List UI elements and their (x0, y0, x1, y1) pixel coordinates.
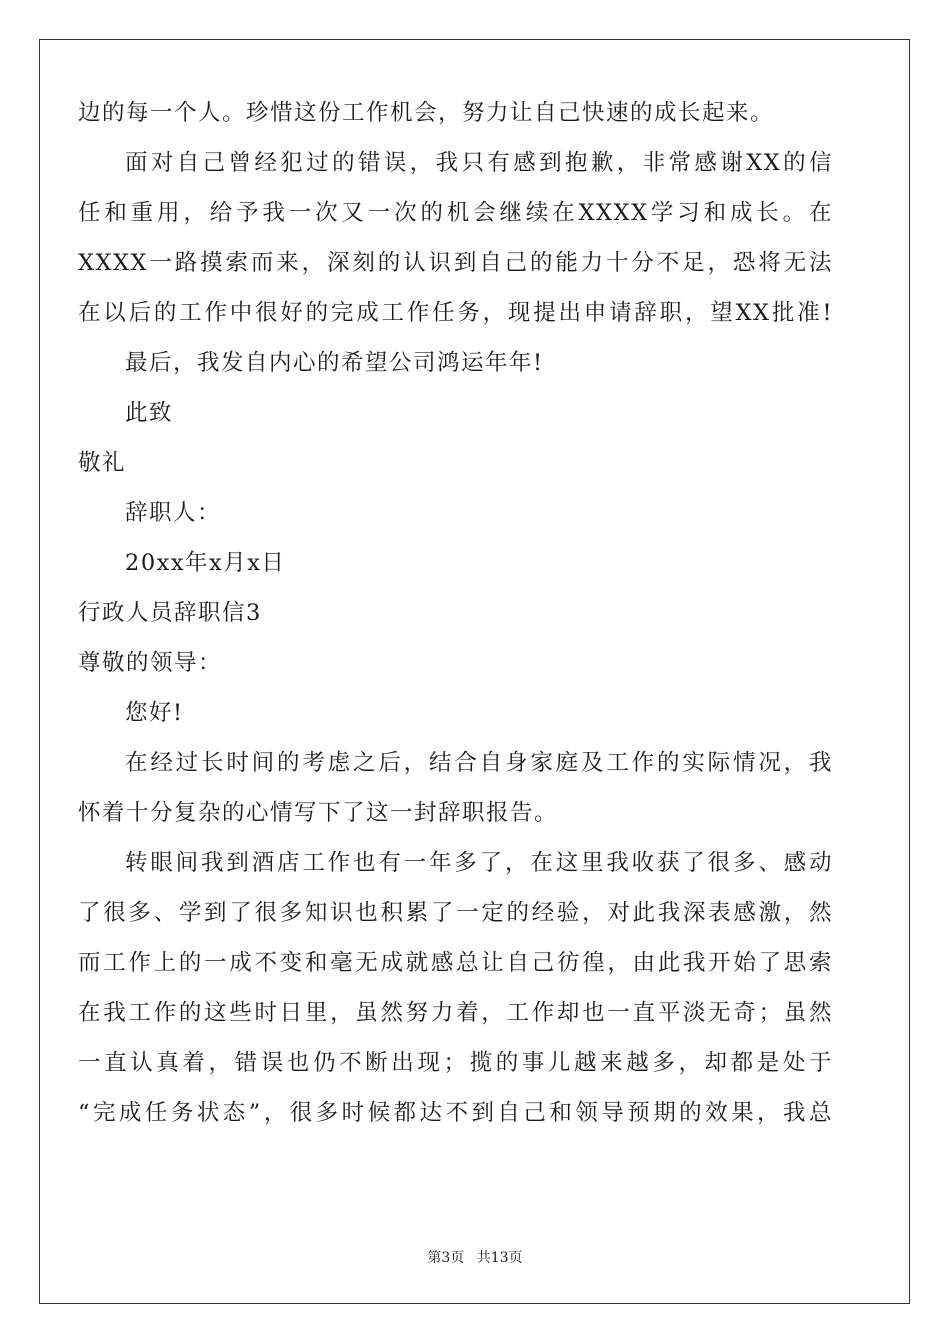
closing-respect: 敬礼 (78, 450, 127, 476)
text-line: 任和重用，给予我一次又一次的机会继续在XXXX学习和成长。在 (78, 200, 833, 226)
text-line: XXXX一路摸索而来，深刻的认识到自己的能力十分不足，恐将无法 (78, 250, 833, 276)
page-footer (0, 1247, 950, 1267)
text-line: “完成任务状态”，很多时候都达不到自己和领导预期的效果，我总 (78, 1100, 833, 1126)
text-line: 了很多、学到了很多知识也积累了一定的经验，对此我深表感激，然 (78, 900, 833, 926)
signature-label: 辞职人： (125, 500, 222, 526)
text-line: 转眼间我到酒店工作也有一年多了，在这里我收获了很多、感动 (125, 850, 833, 876)
text-line: 一直认真着，错误也仍不断出现；揽的事儿越来越多，却都是处于 (78, 1050, 833, 1076)
section-title: 行政人员辞职信3 (78, 600, 262, 626)
greeting: 尊敬的领导： (78, 650, 223, 676)
text-line: 面对自己曾经犯过的错误，我只有感到抱歉，非常感谢XX的信 (125, 150, 833, 176)
text-line: 在经过长时间的考虑之后，结合自身家庭及工作的实际情况，我 (125, 750, 833, 776)
text-line: 而工作上的一成不变和毫无成就感总让自己彷徨，由此我开始了思索 (78, 950, 833, 976)
text-line: 在以后的工作中很好的完成工作任务，现提出申请辞职，望XX批准! (78, 300, 833, 326)
text-line: 边的每一个人。珍惜这份工作机会，努力让自己快速的成长起来。 (78, 100, 775, 126)
page-number: 第3页 (427, 1250, 465, 1266)
text-line: 最后，我发自内心的希望公司鸿运年年! (125, 350, 544, 376)
text-line: 怀着十分复杂的心情写下了这一封辞职报告。 (78, 800, 559, 826)
closing-salutation: 此致 (125, 400, 174, 426)
date-line: 20xx年x月x日 (125, 550, 286, 576)
page-total: 共13页 (476, 1250, 523, 1266)
text-line: 在我工作的这些时日里，虽然努力着，工作却也一直平淡无奇；虽然 (78, 1000, 833, 1026)
hello-line: 您好! (125, 700, 184, 726)
